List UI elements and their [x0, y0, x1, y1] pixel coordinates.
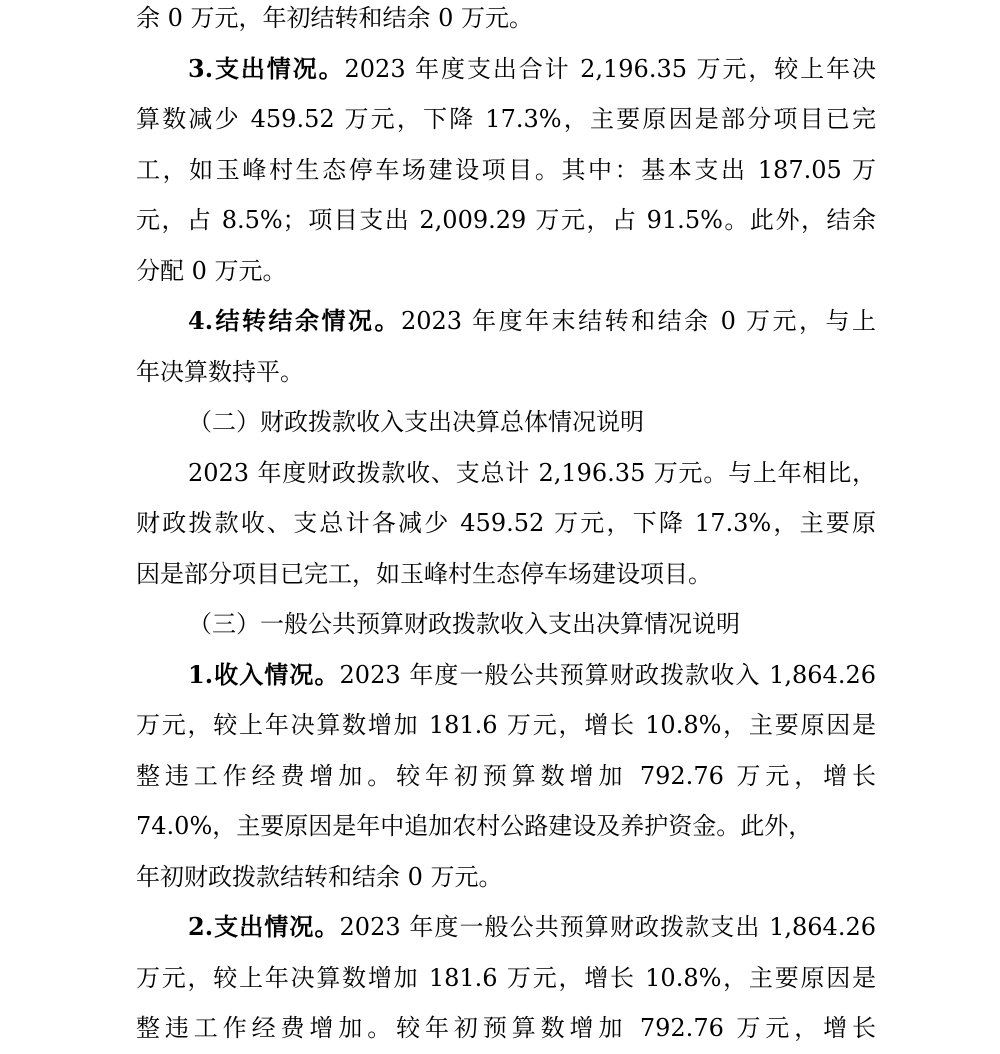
- text-line-20: 万元，较上年决算数增加 181.6 万元，增长 10.8%，主要原因是: [136, 963, 876, 992]
- text-line-14: 1.收入情况。2023 年度一般公共预算财政拨款收入 1,864.26: [188, 659, 876, 689]
- text-line-6: 分配 0 万元。: [136, 256, 287, 285]
- text-line-5: 元，占 8.5%；项目支出 2,009.29 万元，占 91.5%。此外，结余: [136, 206, 876, 234]
- text-line-7: 4.结转结余情况。2023 年度年末结转和结余 0 万元，与上: [188, 306, 877, 335]
- text-line-15: 万元，较上年决算数增加 181.6 万元，增长 10.8%，主要原因是: [136, 711, 876, 739]
- text-line-10: 2023 年度财政拨款收、支总计 2,196.35 万元。与上年相比，: [188, 458, 876, 487]
- text-line-8: 年决算数持平。: [136, 357, 304, 386]
- section-heading-carryover: 4.结转结余情况。: [188, 306, 401, 335]
- document-page: [136, 0, 876, 1054]
- section-title-general-budget: （三）一般公共预算财政拨款收入支出决算情况说明: [188, 610, 740, 638]
- text-line-21: 整违工作经费增加。较年初预算数增加 792.76 万元，增长: [136, 1014, 876, 1042]
- section-heading-income: 1.收入情况。: [188, 659, 340, 689]
- text-line-18: 年初财政拨款结转和结余 0 万元。: [136, 862, 503, 891]
- text-line-19: 2.支出情况。2023 年度一般公共预算财政拨款支出 1,864.26: [188, 912, 876, 941]
- text-line-12: 因是部分项目已完工，如玉峰村生态停车场建设项目。: [136, 559, 712, 588]
- text-line-4: 工，如玉峰村生态停车场建设项目。其中：基本支出 187.05 万: [136, 155, 876, 184]
- text-line-16: 整违工作经费增加。较年初预算数增加 792.76 万元，增长: [136, 761, 876, 790]
- text-line-17: 74.0%，主要原因是年中追加农村公路建设及养护资金。此外，: [136, 812, 813, 840]
- text-line-3: 算数减少 459.52 万元，下降 17.3%，主要原因是部分项目已完: [136, 105, 876, 133]
- text-line-2: 3.支出情况。2023 年度支出合计 2,196.35 万元，较上年决: [188, 53, 876, 83]
- text-line-11: 财政拨款收、支总计各减少 459.52 万元，下降 17.3%，主要原: [136, 509, 876, 537]
- section-heading-expenditure-2: 2.支出情况。: [188, 912, 340, 941]
- section-heading-expenditure: 3.支出情况。: [188, 53, 345, 83]
- section-title-fiscal-overview: （二）财政拨款收入支出决算总体情况说明: [188, 408, 644, 436]
- text-line-1: 余 0 万元，年初结转和结余 0 万元。: [136, 4, 534, 32]
